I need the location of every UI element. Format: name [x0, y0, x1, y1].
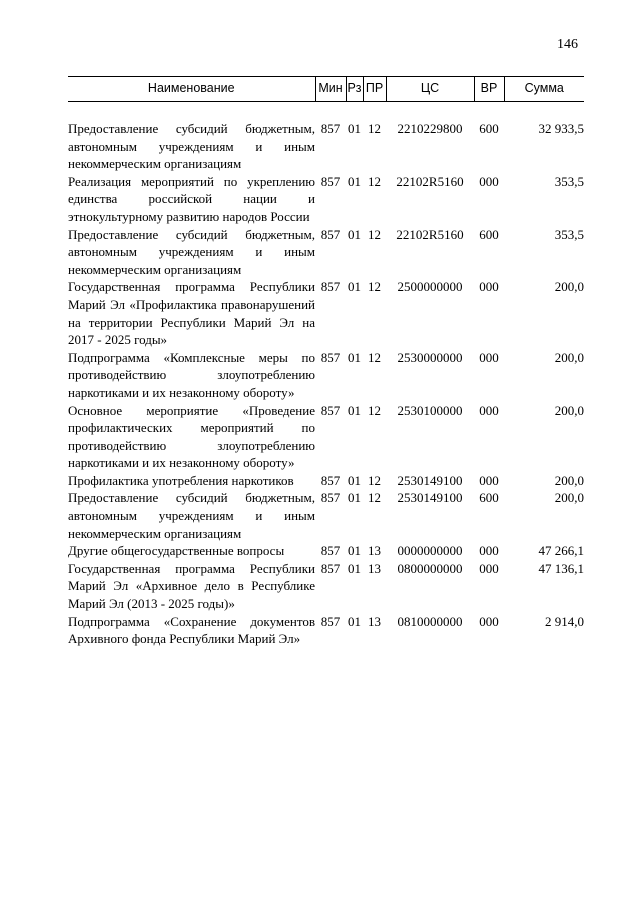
row-sum: 200,0	[554, 349, 584, 365]
row-pr: 12	[368, 402, 381, 418]
row-pr: 12	[368, 121, 381, 136]
row-name: Государственная программа Республики Марий Эл «Архивное дело в Республике Марий Эл (2013 - 2025 годы)»	[68, 560, 315, 612]
row-vr: 000	[479, 613, 499, 629]
row-vr: 000	[479, 472, 499, 488]
row-min: 857	[320, 560, 341, 576]
row-name: Предоставление субсидий бюджетным, автономным учреждениям и иным некоммерческим организациям	[68, 226, 315, 277]
row-vr: 600	[479, 121, 499, 136]
row-pr: 13	[368, 613, 381, 629]
row-min: 857	[320, 121, 341, 136]
row-rz: 01	[348, 472, 361, 488]
row-rz: 01	[348, 349, 361, 365]
table-row	[68, 349, 584, 402]
row-vr: 000	[479, 543, 499, 559]
table-row	[68, 120, 584, 173]
row-cs: 0000000000	[397, 543, 463, 559]
row-name: Подпрограмма «Сохранение документов Архивного фонда Республики Марий Эл»	[68, 613, 315, 647]
row-sum: 200,0	[554, 402, 584, 418]
row-sum: 353,5	[554, 173, 584, 189]
row-pr: 13	[368, 560, 381, 576]
row-cs: 2530149100	[397, 472, 463, 488]
row-rz: 01	[348, 613, 361, 629]
row-rz: 01	[348, 490, 361, 506]
row-vr: 600	[479, 490, 499, 506]
row-name: Реализация мероприятий по укреплению единства российской нации и этнокультурному развитию народов России	[68, 173, 315, 224]
row-name: Профилактика употребления наркотиков	[68, 472, 294, 488]
row-rz: 01	[348, 279, 361, 295]
table-row	[68, 489, 584, 542]
row-min: 857	[320, 402, 341, 418]
row-cs: 2530000000	[397, 349, 463, 365]
table-header-row	[68, 77, 584, 102]
header-sum: Сумма	[504, 77, 584, 102]
row-cs: 0800000000	[397, 560, 463, 576]
row-rz: 01	[348, 121, 361, 136]
row-pr: 12	[368, 173, 381, 189]
row-name: Государственная программа Республики Марий Эл «Профилактика правонарушений на территории Республики Марий Эл на 2017 - 2025 годы»	[68, 279, 315, 348]
table-row	[68, 542, 584, 560]
table-row	[68, 226, 584, 279]
row-sum: 200,0	[554, 279, 584, 295]
table-row	[68, 560, 584, 613]
row-rz: 01	[348, 173, 361, 189]
table-row	[68, 613, 584, 648]
row-sum: 47 266,1	[538, 543, 584, 559]
row-name: Предоставление субсидий бюджетным, автономным учреждениям и иным некоммерческим организациям	[68, 490, 315, 541]
row-pr: 12	[368, 226, 381, 242]
row-vr: 600	[479, 226, 499, 242]
row-sum: 200,0	[554, 490, 584, 506]
header-pr: ПР	[363, 77, 386, 102]
row-pr: 13	[368, 543, 381, 559]
row-pr: 12	[368, 472, 381, 488]
header-min: Мин	[315, 77, 346, 102]
budget-table	[68, 76, 584, 648]
row-min: 857	[320, 279, 341, 295]
row-cs: 0810000000	[397, 613, 463, 629]
row-vr: 000	[479, 349, 499, 365]
row-sum: 2 914,0	[545, 613, 584, 629]
row-pr: 12	[368, 490, 381, 506]
row-cs: 2530100000	[397, 402, 463, 418]
row-pr: 12	[368, 279, 381, 295]
row-rz: 01	[348, 543, 361, 559]
row-sum: 47 136,1	[538, 560, 584, 576]
row-name: Основное мероприятие «Проведение профилактических мероприятий по противодействию злоупотреблению наркотиками и их незаконному обороту»	[68, 402, 315, 471]
row-min: 857	[320, 490, 341, 506]
header-spacer	[68, 102, 584, 121]
table-row	[68, 173, 584, 226]
row-min: 857	[320, 613, 341, 629]
row-rz: 01	[348, 402, 361, 418]
row-rz: 01	[348, 560, 361, 576]
row-sum: 32 933,5	[538, 121, 584, 136]
row-vr: 000	[479, 560, 499, 576]
header-rz: Рз	[346, 77, 363, 102]
row-cs: 22102R5160	[396, 173, 464, 189]
row-pr: 12	[368, 349, 381, 365]
row-name: Подпрограмма «Комплексные меры по противодействию злоупотреблению наркотиками и их незаконному обороту»	[68, 349, 315, 400]
row-vr: 000	[479, 402, 499, 418]
row-min: 857	[320, 472, 341, 488]
row-name: Предоставление субсидий бюджетным, автономным учреждениям и иным некоммерческим организациям	[68, 121, 315, 172]
table-row	[68, 402, 584, 472]
row-min: 857	[320, 173, 341, 189]
row-name: Другие общегосударственные вопросы	[68, 543, 285, 559]
row-min: 857	[320, 543, 341, 559]
row-sum: 353,5	[554, 226, 584, 242]
header-name: Наименование	[68, 77, 315, 102]
row-cs: 2500000000	[397, 279, 463, 295]
page-number: 146	[557, 37, 578, 52]
row-rz: 01	[348, 226, 361, 242]
row-cs: 22102R5160	[396, 226, 464, 242]
row-cs: 2210229800	[397, 121, 463, 136]
table-row	[68, 472, 584, 490]
header-vr: ВР	[474, 77, 504, 102]
table-row	[68, 278, 584, 348]
row-vr: 000	[479, 173, 499, 189]
row-min: 857	[320, 226, 341, 242]
row-sum: 200,0	[554, 472, 584, 488]
row-min: 857	[320, 349, 341, 365]
header-cs: ЦС	[386, 77, 474, 102]
row-vr: 000	[479, 279, 499, 295]
row-cs: 2530149100	[397, 490, 463, 506]
